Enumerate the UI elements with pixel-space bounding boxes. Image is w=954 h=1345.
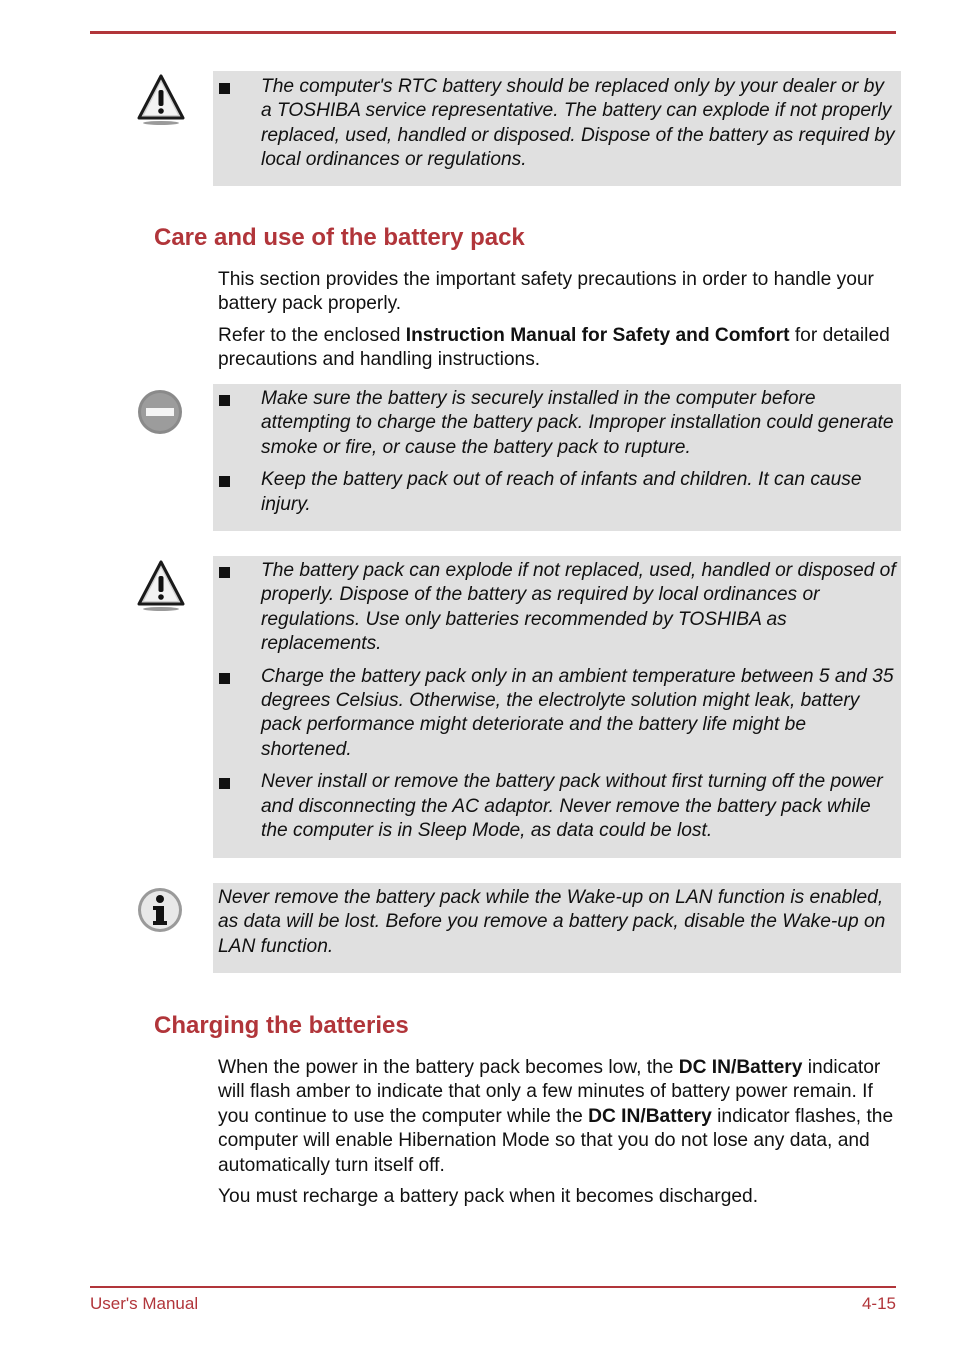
page-number: 4-15 xyxy=(861,1294,896,1313)
bullet-square xyxy=(219,476,230,487)
prohibition-icon xyxy=(136,388,186,438)
indicator-name: DC IN/Battery xyxy=(588,1105,712,1127)
indicator-name: DC IN/Battery xyxy=(678,1057,803,1078)
bullet-square xyxy=(219,673,230,684)
footer-manual-title: User's Manual xyxy=(90,1294,199,1313)
bullet-square xyxy=(219,778,230,789)
section-paragraph: This section provides the important safety precautions in order to handle your battery pack properly. xyxy=(218,269,874,315)
info-icon xyxy=(136,886,186,936)
manual-title: Instruction Manual for Safety and Comfort xyxy=(405,325,790,346)
notice-bullet: The battery pack can explode if not replaced, used, handled or disposed of properly. Dispose of the battery as required by local ordinances or regulations. Use only batteries recommended by TOSHIBA as replacements. xyxy=(213,559,901,657)
info-note-text: Never remove the battery pack while the Wake-up on LAN function is enabled, as data will be lost. Before you remove a battery pack, disable the Wake-up on LAN function. xyxy=(218,887,886,957)
notice-bullet: Never install or remove the battery pack without first turning off the power and disconnecting the AC adaptor. Never remove the battery pack while the computer is in Sleep Mode, as data could be lost. xyxy=(213,770,901,843)
info-notice-wol xyxy=(213,883,901,973)
caution-notice-installation xyxy=(213,384,901,531)
top-rule xyxy=(90,31,896,34)
notice-bullet: Charge the battery pack only in an ambient temperature between 5 and 35 degrees Celsius. Otherwise, the electrolyte solution might leak, battery pack performance might deteriorate and the battery life might be shortened. xyxy=(213,665,901,763)
notice-bullet: The computer's RTC battery should be replaced only by your dealer or by a TOSHIBA service representative. The battery can explode if not properly replaced, used, handled or disposed. Dispose of the battery as required by local ordinances or regulations. xyxy=(213,75,901,173)
notice-bullet: Keep the battery pack out of reach of infants and children. It can cause injury. xyxy=(213,468,901,517)
warning-triangle-icon xyxy=(136,72,186,126)
recharge-paragraph: You must recharge a battery pack when it becomes discharged. xyxy=(218,1186,759,1207)
warning-notice-battery xyxy=(213,556,901,858)
charging-paragraph: When the power in the battery pack becomes low, the DC IN/Battery indicator will flash amber to indicate that only a few minutes of battery power remain. If you continue to use the computer while the DC IN/Battery indicator flashes, the computer will enable Hibernation Mode so that you do not lose any data, and automatically turn itself off. xyxy=(218,1057,894,1176)
bullet-square xyxy=(219,395,230,406)
section-paragraph-reference: Refer to the enclosed Instruction Manual for Safety and Comfort for detailed precautions and handling instructions. xyxy=(218,325,890,371)
bullet-square xyxy=(219,83,230,94)
section-heading-charging: Charging the batteries xyxy=(154,1012,409,1039)
notice-bullet: Make sure the battery is securely installed in the computer before attempting to charge the battery pack. Improper installation could generate smoke or fire, or cause the battery pack to rupture. xyxy=(213,387,901,460)
warning-triangle-icon xyxy=(136,558,186,612)
bullet-square xyxy=(219,567,230,578)
section-heading-care: Care and use of the battery pack xyxy=(154,224,525,251)
warning-notice-rtc xyxy=(213,71,901,186)
bottom-rule xyxy=(90,1286,896,1288)
